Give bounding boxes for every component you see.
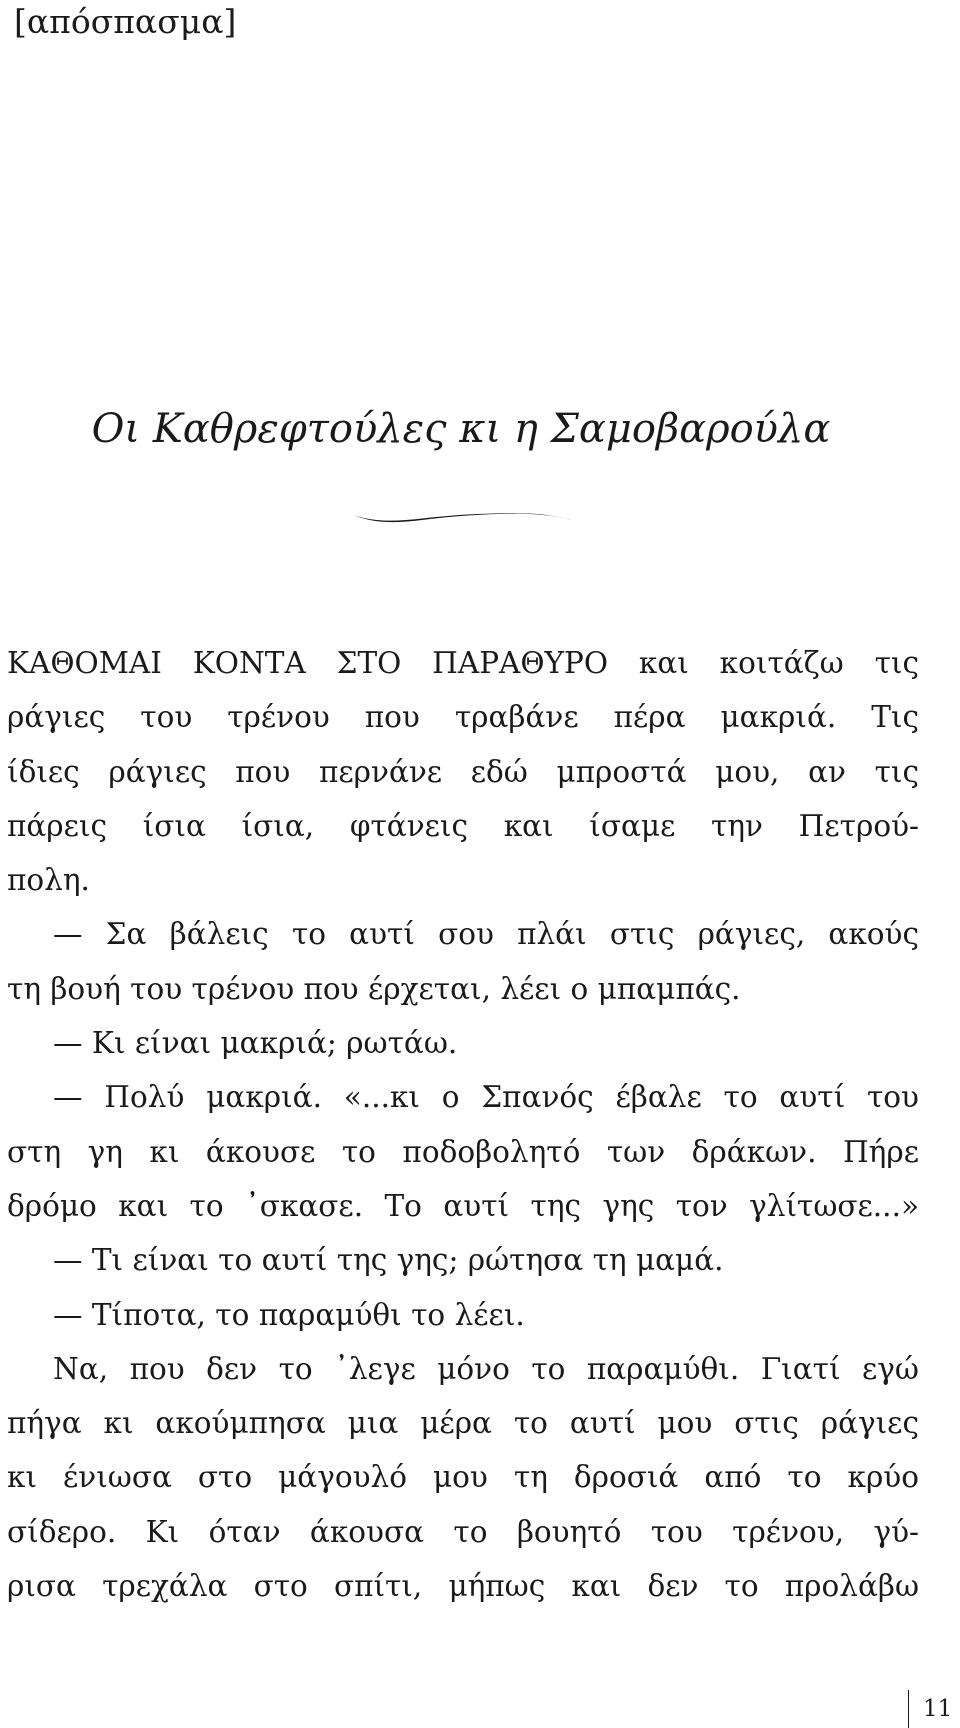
page-number: 11 — [908, 1690, 960, 1728]
text-line: τη βουή του τρένου που έρχεται, λέει ο μπαμπάς. — [7, 971, 741, 1006]
text-line: πάρεις ίσια ίσια, φτάνεις και ίσαμε την Πετρού- — [7, 808, 919, 843]
text-line: ρισα τρεχάλα στο σπίτι, μήπως και δεν το προλάβω — [7, 1569, 919, 1604]
text-line: ίδιες ράγιες που περνάνε εδώ μπροστά μου, αν τις — [7, 754, 919, 789]
text-line: πολη. — [7, 863, 90, 898]
excerpt-label: [απόσπασμα] — [14, 2, 237, 41]
text-line: ράγιες του τρένου που τραβάνε πέρα μακριά. Τις — [7, 700, 919, 735]
text-line: — Πολύ μακριά. «...κι ο Σπανός έβαλε το αυτί του — [53, 1080, 919, 1115]
title-flourish-ornament — [352, 504, 574, 526]
text-line: — Τι είναι το αυτί της γης; ρώτησα τη μαμά. — [53, 1243, 724, 1278]
text-line: σίδερο. Κι όταν άκουσα το βουητό του τρένου, γύ- — [7, 1514, 919, 1549]
chapter-title: Οι Καθρεφτούλες κι η Σαμοβαρούλα — [91, 406, 831, 452]
text-line: — Σα βάλεις το αυτί σου πλάι στις ράγιες, ακούς — [53, 917, 919, 952]
text-line: δρόμο και το ᾽σκασε. Το αυτί της γης τον γλίτωσε...» — [7, 1188, 919, 1223]
text-line: — Κι είναι μακριά; ρωτάω. — [53, 1026, 458, 1061]
body-text — [7, 636, 919, 1613]
text-line: κι ένιωσα στο μάγουλό μου τη δροσιά από το κρύο — [7, 1460, 919, 1495]
text-line: Να, που δεν το ᾽λεγε μόνο το παραμύθι. Γιατί εγώ — [53, 1351, 919, 1386]
text-line: — Τίποτα, το παραμύθι το λέει. — [53, 1297, 525, 1332]
flourish-stroke — [354, 513, 572, 522]
text-line: πήγα κι ακούμπησα μια μέρα το αυτί μου στις ράγιες — [7, 1406, 919, 1441]
text-line: στη γη κι άκουσε το ποδοβολητό των δράκων. Πήρε — [7, 1134, 919, 1169]
text-line: ΚΑΘΟΜΑΙ ΚΟΝΤΑ ΣΤΟ ΠΑΡΑΘΥΡΟ και κοιτάζω τις — [7, 646, 919, 680]
